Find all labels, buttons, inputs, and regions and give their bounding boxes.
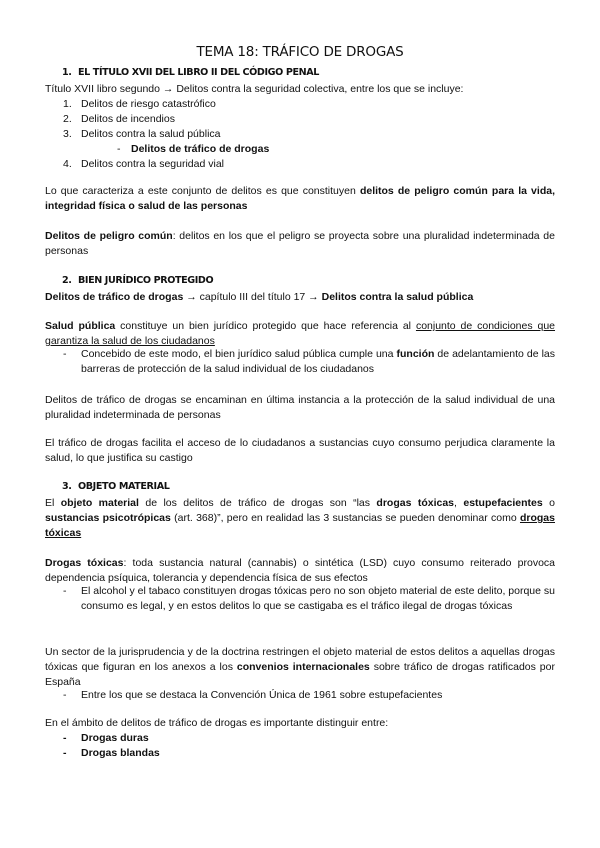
section-1-heading xyxy=(62,67,319,78)
paragraph: El objeto material de los delitos de tráfico de drogas son “las drogas tóxicas, estupefacientes o sustancias psicotrópicas (art. 368)”, pero en realidad las 3 sustancias se pueden denominar como drogas tóxicas xyxy=(45,497,555,540)
dash-item: - Concebido de este modo, el bien jurídico salud pública cumple una función de adelantamiento de las barreras de protección de la salud individual de los ciudadanos xyxy=(63,348,555,376)
section-2-heading xyxy=(62,275,213,286)
paragraph: Lo que caracteriza a este conjunto de delitos es que constituyen delitos de peligro común para la vida, integridad física o salud de las personas xyxy=(45,185,555,213)
section-3-title: OBJETO MATERIAL xyxy=(78,481,170,492)
paragraph: Delitos de tráfico de drogas → capítulo III del título 17 → Delitos contra la salud pública xyxy=(45,291,474,303)
dash-item: - Entre los que se destaca la Convención Única de 1961 sobre estupefacientes xyxy=(63,689,443,701)
list-item: 2. Delitos de incendios xyxy=(63,113,175,125)
section-3-number: 3. xyxy=(62,481,72,492)
paragraph: En el ámbito de delitos de tráfico de drogas es importante distinguir entre: xyxy=(45,717,389,729)
paragraph: El tráfico de drogas facilita el acceso de lo ciudadanos a sustancias cuyo consumo perjudica claramente la salud, lo que justifica su castigo xyxy=(45,437,555,465)
dash-item: - El alcohol y el tabaco constituyen drogas tóxicas pero no son objeto material de este delito, porque su consumo es legal, y en estos delitos lo que se castigaba es el tráfico ilegal de drogas tóxicas xyxy=(63,585,555,613)
section-2-title: BIEN JURÍDICO PROTEGIDO xyxy=(78,275,214,286)
paragraph: Delitos de peligro común: delitos en los que el peligro se proyecta sobre una pluralidad indeterminada de personas xyxy=(45,230,555,258)
list-item: 4. Delitos contra la seguridad vial xyxy=(63,158,224,170)
paragraph: Delitos de tráfico de drogas se encaminan en última instancia a la protección de la salud individual de una pluralidad indeterminada de personas xyxy=(45,394,555,422)
list-item: 3. Delitos contra la salud pública xyxy=(63,128,221,140)
paragraph: Salud pública constituye un bien jurídico protegido que hace referencia al conjunto de condiciones que garantiza la salud de los ciudadanos xyxy=(45,320,556,348)
paragraph: Un sector de la jurisprudencia y de la doctrina restringen el objeto material de estos delitos a aquellas drogas tóxicas que figuran en los anexos a los convenios internacionales sobre tráfico de drogas ratificados por España xyxy=(45,646,555,689)
section-3-heading xyxy=(62,481,169,492)
page-title: TEMA 18: TRÁFICO DE DROGAS xyxy=(196,44,404,60)
section-1-number: 1. xyxy=(62,67,72,78)
section-1-title: EL TÍTULO XVII DEL LIBRO II DEL CÓDIGO PENAL xyxy=(78,67,319,78)
paragraph: Drogas tóxicas: toda sustancia natural (cannabis) o sintética (LSD) cuyo consumo reiterado provoca dependencia psíquica, tolerancia y dependencia física de sus efectos xyxy=(45,557,555,585)
dash-item: - Drogas duras xyxy=(63,732,149,744)
section-2-number: 2. xyxy=(62,275,72,286)
sub-list-item: - Delitos de tráfico de drogas xyxy=(117,143,270,155)
section-1-intro: Título XVII libro segundo → Delitos contra la seguridad colectiva, entre los que se incluye: xyxy=(45,83,464,95)
dash-item: - Drogas blandas xyxy=(63,747,160,759)
list-item: 1. Delitos de riesgo catastrófico xyxy=(63,98,216,110)
